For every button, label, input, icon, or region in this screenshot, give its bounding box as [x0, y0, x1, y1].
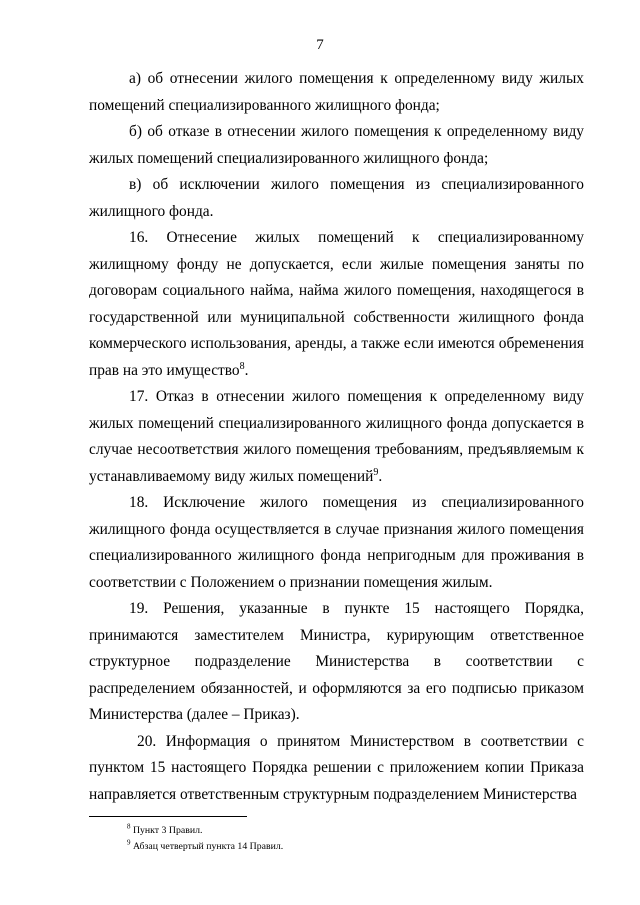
paragraph-16-text: 16. Отнесение жилых помещений к специализированному жилищному фонду не допускается, если жилые помещения заняты по договорам социального найма, найма жилого помещения, находящегося в государственной или муниципальной собственности жилищного фонда коммерческого использования, аренды, а также если имеются обременения прав на это имущество [89, 229, 584, 379]
page-number: 7 [316, 37, 324, 53]
footnote-9 [127, 839, 283, 855]
paragraph-17-end: . [378, 467, 383, 485]
footnote-ref-8: 8 [239, 360, 245, 372]
paragraph-17-text: 17. Отказ в отнесении жилого помещения к определенному виду жилых помещений специализированного жилищного фонда допускается в случае несоответствия жилого помещения требованиям, предъявляемым к устанавливаемому виду жилых помещений [89, 388, 584, 485]
paragraph-18: 18. Исключение жилого помещения из специализированного жилищного фонда осуществляется в случае признания жилого помещения специализированного жилищного фонда непригодным для проживания в соответствии с Положением о признании помещения жилым. [89, 494, 584, 591]
paragraph-20: 20. Информация о принятом Министерством в соответствии с пунктом 15 настоящего Порядка решении с приложением копии Приказа направляется ответственным структурным подразделением Министерства [89, 732, 584, 803]
paragraph-c: в) об исключении жилого помещения из специализированного жилищного фонда. [89, 176, 584, 220]
paragraph-16 [89, 225, 584, 384]
footnote-ref-9: 9 [373, 466, 379, 478]
body-text [89, 66, 584, 808]
paragraph-17 [89, 384, 584, 490]
paragraph-16-end: . [244, 361, 249, 379]
footnote-mark-8: 8 [127, 822, 131, 831]
footnote-mark-9: 9 [127, 838, 131, 847]
footnote-separator [89, 816, 247, 817]
footnote-text-8: Пункт 3 Правил. [132, 825, 203, 836]
paragraph-19: 19. Решения, указанные в пункте 15 настоящего Порядка, принимаются заместителем Министра, курирующим ответственное структурное подразделение Министерства в соответствии с распределением обязанностей, и оформляются за его подписью приказом Министерства (далее – Приказ). [89, 600, 584, 723]
footnote-8 [127, 823, 283, 839]
footnote-text-9: Абзац четвертый пункта 14 Правил. [132, 841, 284, 852]
footnotes [127, 823, 283, 855]
paragraph-b: б) об отказе в отнесении жилого помещения к определенному виду жилых помещений специализированного жилищного фонда; [89, 123, 584, 167]
paragraph-a: а) об отнесении жилого помещения к определенному виду жилых помещений специализированного жилищного фонда; [89, 70, 584, 114]
